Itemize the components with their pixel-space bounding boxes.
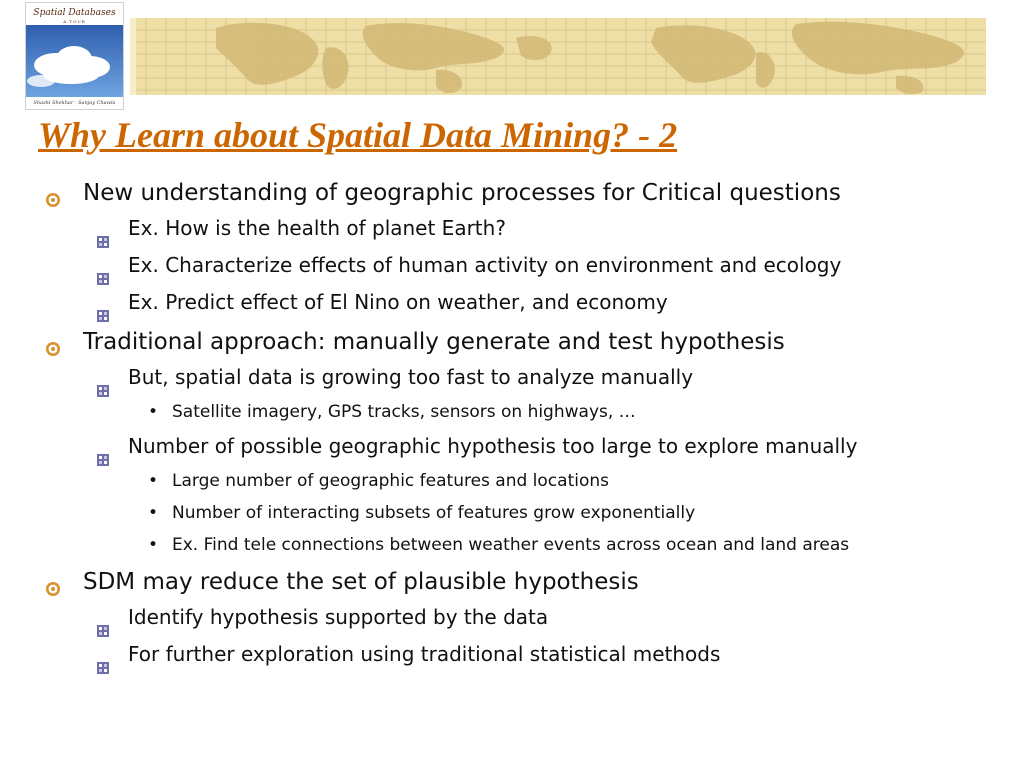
sub-bullet-text: Ex. How is the health of planet Earth?	[128, 216, 506, 240]
square-bullet-icon	[97, 372, 109, 384]
dot-bullet-icon: •	[148, 503, 159, 523]
slide-title: Why Learn about Spatial Data Mining? - 2	[38, 115, 678, 155]
square-bullet-icon	[97, 441, 109, 453]
sub-bullet-item	[0, 636, 1024, 673]
cloud-sky-image	[26, 25, 123, 97]
circle-bullet-icon	[45, 184, 61, 200]
sub-sub-bullet-text: Large number of geographic features and locations	[172, 471, 609, 491]
sub-bullet-item	[0, 210, 1024, 247]
square-bullet-icon	[97, 260, 109, 272]
square-bullet-icon	[97, 612, 109, 624]
book-authors: Shashi Shekhar · Sanjay Chawla	[33, 100, 116, 106]
bullet-item	[0, 565, 1024, 599]
sub-sub-bullet-item	[0, 529, 1024, 561]
sub-sub-bullet-text: Number of interacting subsets of features grow exponentially	[172, 503, 696, 523]
dot-bullet-icon: •	[148, 402, 159, 422]
sub-bullet-text: But, spatial data is growing too fast to analyze manually	[128, 365, 694, 389]
sub-sub-bullet-item	[0, 396, 1024, 428]
sub-bullet-item	[0, 428, 1024, 465]
book-cover-logo	[25, 2, 124, 110]
square-bullet-icon	[97, 223, 109, 235]
dot-bullet-icon: •	[148, 471, 159, 491]
sub-bullet-text: Ex. Predict effect of El Nino on weather, and economy	[128, 290, 668, 314]
book-subtitle: A TOUR	[63, 19, 86, 24]
bullet-text: SDM may reduce the set of plausible hypothesis	[83, 569, 639, 595]
sub-bullet-item	[0, 284, 1024, 321]
bullet-text: Traditional approach: manually generate and test hypothesis	[83, 329, 785, 355]
sub-sub-bullet-item	[0, 465, 1024, 497]
world-map-graphic	[136, 18, 986, 95]
sub-bullet-text: Ex. Characterize effects of human activity on environment and ecology	[128, 253, 842, 277]
sub-bullet-text: For further exploration using traditional statistical methods	[128, 642, 721, 666]
sub-bullet-item	[0, 247, 1024, 284]
square-bullet-icon	[97, 649, 109, 661]
bullet-list	[0, 176, 1024, 673]
sub-sub-bullet-item	[0, 497, 1024, 529]
bullet-text: New understanding of geographic processes for Critical questions	[83, 180, 841, 206]
sub-bullet-text: Identify hypothesis supported by the data	[128, 605, 549, 629]
circle-bullet-icon	[45, 573, 61, 589]
sub-sub-bullet-text: Ex. Find tele connections between weather events across ocean and land areas	[172, 535, 850, 555]
world-map-banner	[130, 18, 986, 95]
sub-bullet-item	[0, 599, 1024, 636]
bullet-item	[0, 176, 1024, 210]
book-title: Spatial Databases	[33, 8, 116, 18]
sub-sub-bullet-text: Satellite imagery, GPS tracks, sensors on highways, …	[172, 402, 636, 422]
sub-bullet-text: Number of possible geographic hypothesis too large to explore manually	[128, 434, 858, 458]
sub-bullet-item	[0, 359, 1024, 396]
bullet-item	[0, 325, 1024, 359]
circle-bullet-icon	[45, 333, 61, 349]
dot-bullet-icon: •	[148, 535, 159, 555]
square-bullet-icon	[97, 297, 109, 309]
